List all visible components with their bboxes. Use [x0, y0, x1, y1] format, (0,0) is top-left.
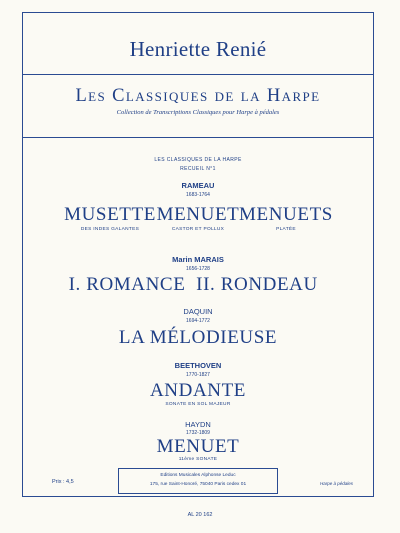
catalog-number: AL 20 162 — [187, 512, 213, 518]
publisher-address: 175, rue Saint-Honoré, 75040 Paris cedex 01 — [149, 482, 247, 487]
composer-dates: 1656-1728 — [186, 266, 210, 272]
composer-dates: 1770-1827 — [186, 372, 210, 378]
piece-subtitle: SONATE EN SOL MAJEUR — [165, 402, 231, 407]
recueil-line-2: RECUEIL N°1 — [180, 166, 216, 172]
composer-dates: 1694-1772 — [186, 318, 210, 324]
instrument-label: Harpe à pédales — [320, 481, 354, 486]
piece-menuet-haydn: MENUET — [156, 436, 240, 457]
series-subtitle: Collection de Transcriptions Classiques pour Harpe à pédales — [116, 109, 280, 116]
piece-andante: ANDANTE — [149, 380, 247, 401]
series-title: Les Classiques de la Harpe — [75, 86, 321, 106]
piece-subtitle: CASTOR ET POLLUX — [171, 227, 225, 232]
piece-title: MENUET — [156, 204, 240, 225]
composer-dates: 1683-1764 — [186, 192, 210, 198]
piece-title: MENUETS — [239, 204, 333, 225]
piece-subtitle: PLATÉE — [276, 227, 296, 232]
composer-beethoven: BEETHOVEN — [174, 361, 222, 370]
composer-daquin: DAQUIN — [183, 307, 213, 316]
piece-romance: I. ROMANCE — [68, 274, 186, 295]
publisher-name: Editions Musicales Alphonse Leduc — [160, 473, 236, 478]
piece-subtitle: DES INDES GALANTES — [80, 227, 140, 232]
author-name: Henriette Renié — [129, 37, 267, 61]
composer-dates: 1732-1809 — [186, 430, 210, 436]
composer-marais: Marin MARAIS — [172, 255, 224, 264]
composer-rameau: RAMEAU — [181, 181, 215, 190]
recueil-line-1: LES CLASSIQUES DE LA HARPE — [154, 157, 242, 163]
piece-rondeau: II. RONDEAU — [196, 274, 318, 295]
composer-haydn: HAYDN — [185, 420, 211, 429]
piece-subtitle: 11ème SONATE — [178, 457, 218, 462]
piece-la-melodieuse: LA MÉLODIEUSE — [118, 327, 278, 348]
piece-title: MUSETTE — [64, 204, 156, 225]
price-code: Prix : 4,5 — [52, 479, 74, 485]
divider — [22, 74, 374, 75]
piece-menuets — [221, 204, 351, 232]
divider — [22, 137, 374, 138]
publisher-box — [118, 468, 278, 494]
